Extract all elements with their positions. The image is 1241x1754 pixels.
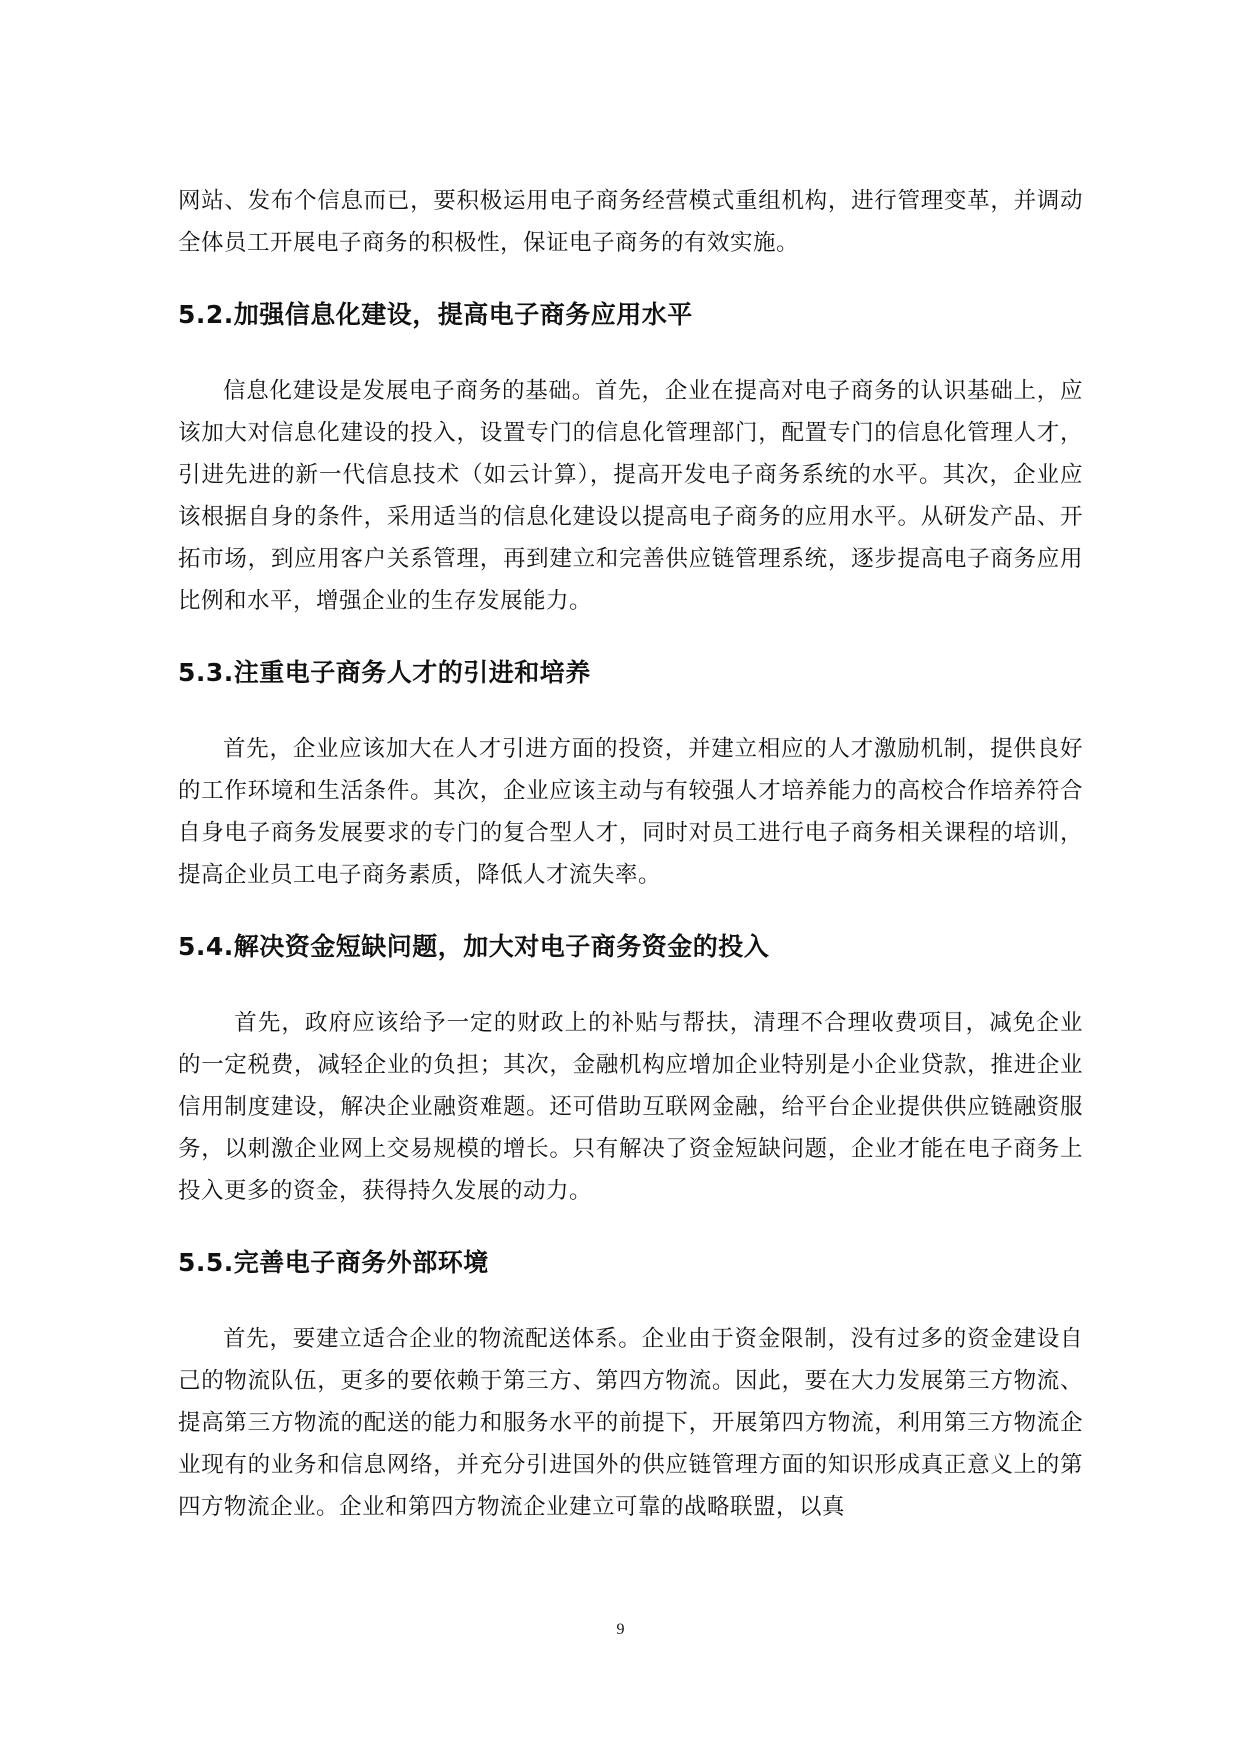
spacer <box>178 264 1083 298</box>
section-heading-5-5: 5.5.完善电子商务外部环境 <box>178 1248 489 1277</box>
spacer <box>178 1280 1083 1318</box>
spacer <box>178 896 1083 930</box>
page-content <box>178 180 1083 1528</box>
spacer <box>178 964 1083 1002</box>
section-heading-5-4: 5.4.解决资金短缺问题，加大对电子商务资金的投入 <box>178 932 770 961</box>
spacer <box>178 622 1083 656</box>
section-body-5-4: 首先，政府应该给予一定的财政上的补贴与帮扶，清理不合理收费项目，减免企业的一定税费，减轻企业的负担；其次，金融机构应增加企业特别是小企业贷款，推进企业信用制度建设，解决企业融资难题。还可借助互联网金融，给平台企业提供供应链融资服务，以刺激企业网上交易规模的增长。只有解决了资金短缺问题，企业才能在电子商务上投入更多的资金，获得持久发展的动力。 <box>178 1010 1083 1204</box>
section-body-5-2: 信息化建设是发展电子商务的基础。首先，企业在提高对电子商务的认识基础上，应该加大对信息化建设的投入，设置专门的信息化管理部门，配置专门的信息化管理人才，引进先进的新一代信息技术（如云计算），提高开发电子商务系统的水平。其次，企业应该根据自身的条件，采用适当的信息化建设以提高电子商务的应用水平。从研发产品、开拓市场，到应用客户关系管理，再到建立和完善供应链管理系统，逐步提高电子商务应用比例和水平，增强企业的生存发展能力。 <box>178 378 1083 614</box>
spacer <box>178 332 1083 370</box>
section-body-5-5: 首先，要建立适合企业的物流配送体系。企业由于资金限制，没有过多的资金建设自己的物流队伍，更多的要依赖于第三方、第四方物流。因此，要在大力发展第三方物流、提高第三方物流的配送的能力和服务水平的前提下，开展第四方物流，利用第三方物流企业现有的业务和信息网络，并充分引进国外的供应链管理方面的知识形成真正意义上的第四方物流企业。企业和第四方物流企业建立可靠的战略联盟，以真 <box>178 1326 1083 1520</box>
spacer <box>178 690 1083 728</box>
section-body-5-3: 首先，企业应该加大在人才引进方面的投资，并建立相应的人才激励机制，提供良好的工作环境和生活条件。其次，企业应该主动与有较强人才培养能力的高校合作培养符合自身电子商务发展要求的专门的复合型人才，同时对员工进行电子商务相关课程的培训，提高企业员工电子商务素质，降低人才流失率。 <box>178 736 1083 888</box>
section-heading-5-2: 5.2.加强信息化建设，提高电子商务应用水平 <box>178 300 693 329</box>
spacer <box>178 1212 1083 1246</box>
intro-paragraph: 网站、发布个信息而已，要积极运用电子商务经营模式重组机构，进行管理变革，并调动全体员工开展电子商务的积极性，保证电子商务的有效实施。 <box>178 188 1083 256</box>
page-number: 9 <box>616 1621 625 1638</box>
section-heading-5-3: 5.3.注重电子商务人才的引进和培养 <box>178 658 591 687</box>
